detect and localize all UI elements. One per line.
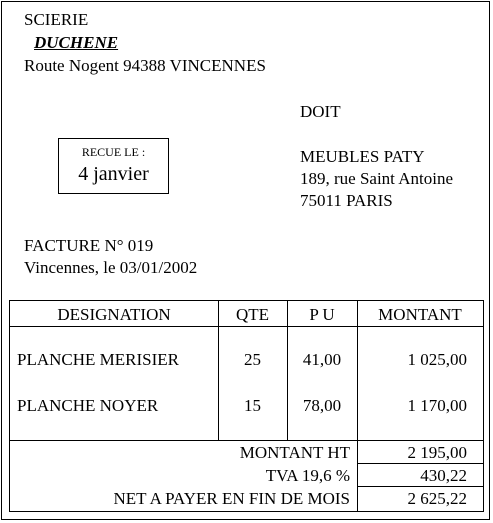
buyer-name: MEUBLES PATY — [300, 147, 425, 166]
totals-divider-1 — [357, 463, 483, 464]
seller-name: DUCHENE — [34, 33, 119, 52]
invoice-place-date: Vincennes, le 03/01/2002 — [24, 258, 198, 277]
received-label: RECUE LE : — [81, 145, 146, 159]
tva-value: 430,22 — [420, 466, 467, 485]
header-montant: MONTANT — [378, 305, 462, 324]
row2-qte: 15 — [244, 396, 261, 415]
buyer-street: 189, rue Saint Antoine — [300, 169, 453, 188]
row2-designation: PLANCHE NOYER — [17, 396, 159, 415]
invoice-number: FACTURE N° 019 — [24, 236, 154, 255]
row2-montant: 1 170,00 — [407, 396, 467, 415]
row2-pu: 78,00 — [302, 396, 342, 415]
row1-pu: 41,00 — [302, 350, 342, 369]
row1-designation: PLANCHE MERISIER — [17, 350, 179, 369]
row1-qte: 25 — [244, 350, 261, 369]
seller-address: Route Nogent 94388 VINCENNES — [24, 56, 266, 75]
received-stamp — [58, 138, 169, 194]
net-value: 2 625,22 — [407, 489, 467, 508]
net-label: NET A PAYER EN FIN DE MOIS — [113, 489, 350, 508]
received-date: 4 janvier — [78, 163, 149, 185]
table-header-divider — [10, 326, 483, 327]
doit-label: DOIT — [300, 102, 341, 121]
totals-divider-2 — [357, 486, 483, 487]
header-pu: P U — [309, 305, 335, 324]
seller-line1: SCIERIE — [24, 10, 89, 29]
header-designation: DESIGNATION — [57, 305, 171, 324]
tva-label: TVA 19,6 % — [265, 466, 350, 485]
header-qte: QTE — [235, 305, 270, 324]
invoice-table — [9, 300, 484, 512]
total-ht-label: MONTANT HT — [239, 443, 350, 462]
table-body-divider — [10, 440, 483, 441]
total-ht-value: 2 195,00 — [407, 443, 467, 462]
row1-montant: 1 025,00 — [407, 350, 467, 369]
buyer-city: 75011 PARIS — [300, 191, 393, 210]
